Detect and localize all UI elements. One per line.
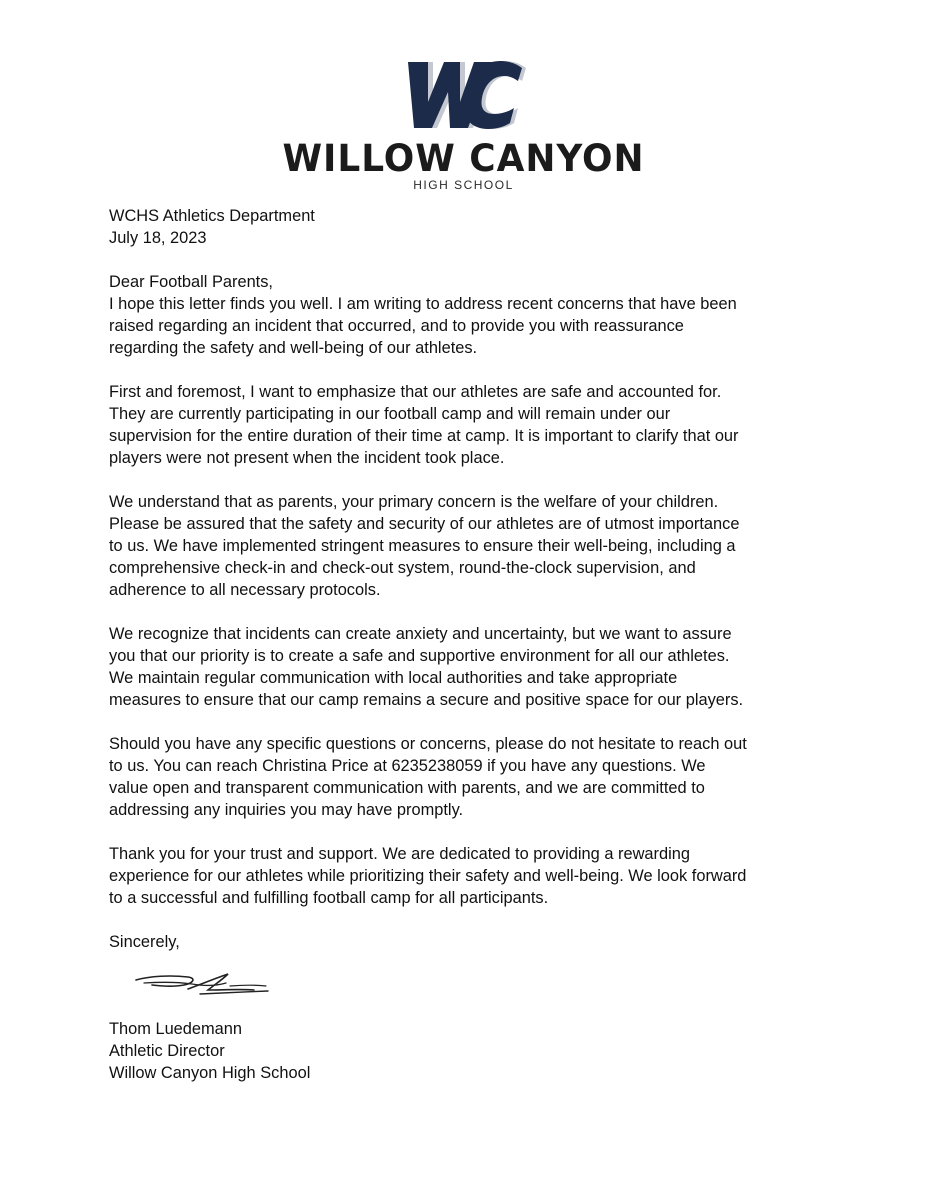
school-subtitle: HIGH SCHOOL bbox=[413, 178, 514, 192]
text-line: Thank you for your trust and support. We are dedicated to providing a rewarding bbox=[109, 845, 690, 863]
greeting-block bbox=[109, 271, 829, 293]
text-line: First and foremost, I want to emphasize that our athletes are safe and accounted for. bbox=[109, 383, 722, 401]
text-line: raised regarding an incident that occurred, and to provide you with reassurance bbox=[109, 317, 684, 335]
paragraph-2 bbox=[109, 381, 829, 469]
wc-logo-icon bbox=[404, 58, 526, 132]
signer-name: Thom Luedemann bbox=[109, 1020, 243, 1038]
signoff-block bbox=[109, 931, 829, 953]
text-line: experience for our athletes while prioritizing their safety and well-being. We look forward bbox=[109, 867, 747, 885]
text-line: to us. You can reach Christina Price at 6235238059 if you have any questions. We bbox=[109, 757, 706, 775]
paragraph-5 bbox=[109, 733, 829, 821]
text-line: addressing any inquiries you may have promptly. bbox=[109, 801, 464, 819]
text-line: We maintain regular communication with local authorities and take appropriate bbox=[109, 669, 678, 687]
text-line: regarding the safety and well-being of our athletes. bbox=[109, 339, 478, 357]
text-line: We understand that as parents, your primary concern is the welfare of your children. bbox=[109, 493, 719, 511]
text-line: Please be assured that the safety and security of our athletes are of utmost importance bbox=[109, 515, 740, 533]
department-line: WCHS Athletics Department bbox=[109, 207, 315, 225]
text-line: supervision for the entire duration of their time at camp. It is important to clarify that our bbox=[109, 427, 739, 445]
text-line: you that our priority is to create a safe and supportive environment for all our athletes. bbox=[109, 647, 730, 665]
text-line: We recognize that incidents can create anxiety and uncertainty, but we want to assure bbox=[109, 625, 732, 643]
text-line: players were not present when the incident took place. bbox=[109, 449, 505, 467]
date-line: July 18, 2023 bbox=[109, 229, 207, 247]
text-line: Should you have any specific questions or concerns, please do not hesitate to reach out bbox=[109, 735, 747, 753]
text-line: adherence to all necessary protocols. bbox=[109, 581, 381, 599]
text-line: value open and transparent communication with parents, and we are committed to bbox=[109, 779, 705, 797]
letter-header bbox=[109, 205, 829, 249]
signer-title: Athletic Director bbox=[109, 1042, 225, 1060]
paragraph-1 bbox=[109, 293, 829, 359]
text-line: They are currently participating in our football camp and will remain under our bbox=[109, 405, 671, 423]
text-line: to us. We have implemented stringent measures to ensure their well-being, including a bbox=[109, 537, 736, 555]
handwritten-signature bbox=[130, 968, 275, 1002]
letter-body bbox=[109, 205, 829, 975]
paragraph-4 bbox=[109, 623, 829, 711]
salutation: Dear Football Parents, bbox=[109, 273, 273, 291]
text-line: comprehensive check-in and check-out system, round-the-clock supervision, and bbox=[109, 559, 696, 577]
paragraph-3 bbox=[109, 491, 829, 601]
text-line: to a successful and fulfilling football camp for all participants. bbox=[109, 889, 549, 907]
school-name-logotype: WILLOW CANYON bbox=[282, 137, 645, 180]
signer-organization: Willow Canyon High School bbox=[109, 1064, 311, 1082]
signoff: Sincerely, bbox=[109, 933, 180, 951]
signature-block bbox=[109, 1018, 310, 1084]
text-line: I hope this letter finds you well. I am writing to address recent concerns that have been bbox=[109, 295, 737, 313]
text-line: measures to ensure that our camp remains a secure and positive space for our players. bbox=[109, 691, 744, 709]
paragraph-6 bbox=[109, 843, 829, 909]
